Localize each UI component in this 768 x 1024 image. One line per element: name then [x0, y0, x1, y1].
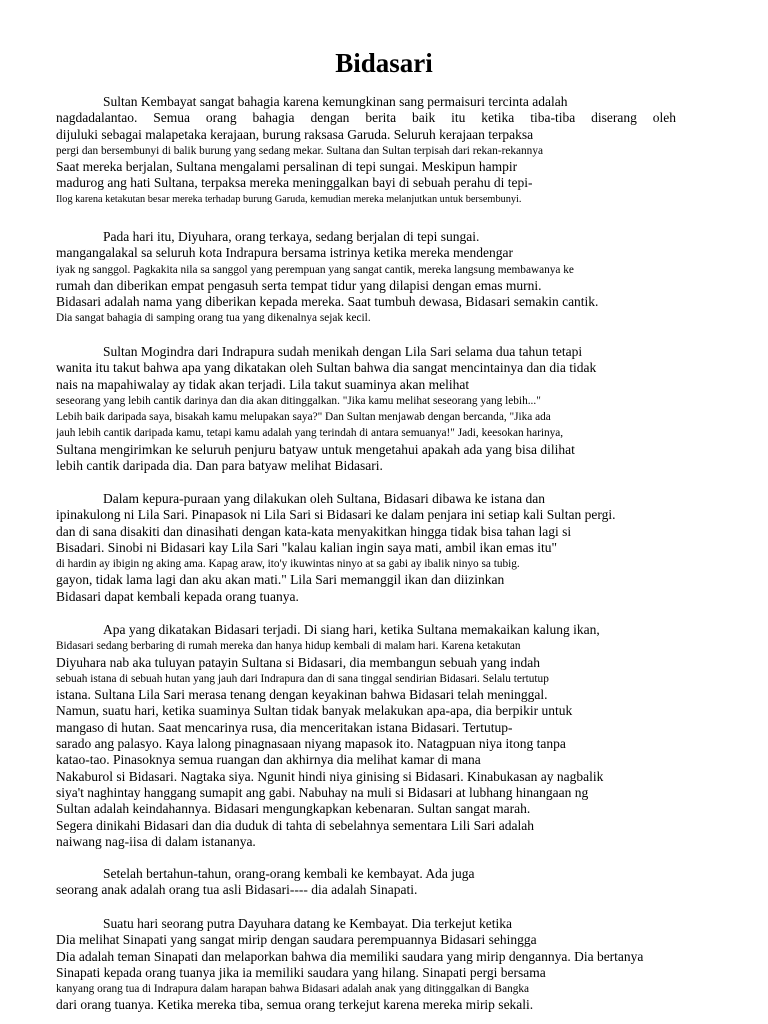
- text-line: lebih cantik daripada dia. Dan para batyaw melihat Bidasari.: [56, 458, 383, 474]
- text-line: Sultan adalah keindahannya. Bidasari mengungkapkan kebenaran. Sultan sangat marah.: [56, 801, 531, 817]
- text-line: Dia adalah teman Sinapati dan melaporkan bahwa dia memiliki saudara yang mirip dengannya. Dia bertanya: [56, 948, 644, 964]
- text-line: mangangalakal sa seluruh kota Indrapura bersama istrinya ketika mereka mendengar: [56, 245, 513, 261]
- text-line: Namun, suatu hari, ketika suaminya Sultan tidak banyak melakukan apa-apa, dia berpikir untuk: [56, 703, 573, 719]
- text-line: Sultan Mogindra dari Indrapura sudah menikah dengan Lila Sari selama dua tahun tetapi: [103, 344, 583, 359]
- paragraph-7: [56, 916, 676, 1014]
- text-line: sebuah istana di sebuah hutan yang jauh dari Indrapura dan di sana tinggal sendirian Bidasari. Selalu tertutup: [56, 672, 549, 685]
- text-line: Diyuhara nab aka tuluyan patayin Sultana si Bidasari, dia membangun sebuah yang indah: [56, 654, 540, 670]
- text-line: Bidasari adalah nama yang diberikan kepada mereka. Saat tumbuh dewasa, Bidasari semakin cantik.: [56, 294, 599, 310]
- text-line: dijuluki sebagai malapetaka kerajaan, burung raksasa Garuda. Seluruh kerajaan terpaksa: [56, 126, 534, 142]
- text-line: naiwang nag-iisa di dalam istananya.: [56, 833, 256, 849]
- paragraph-4: [56, 491, 676, 605]
- text-line: Dia melihat Sinapati yang sangat mirip dengan saudara perempuannya Bidasari sehingga: [56, 932, 537, 948]
- text-line: Sultan Kembayat sangat bahagia karena kemungkinan sang permaisuri tercinta adalah: [103, 94, 568, 109]
- text-line: dan di sana disakiti dan dinasihati dengan kata-kata menyakitkan hingga tidak bisa tahan lagi si: [56, 523, 572, 539]
- text-line: sarado ang palasyo. Kaya lalong pinagnasaan niyang mapasok ito. Natagpuan niya itong tanpa: [56, 736, 566, 752]
- paragraph-2: [56, 229, 676, 327]
- text-line: rumah dan diberikan empat pengasuh serta tempat tidur yang dilapisi dengan emas murni.: [56, 277, 542, 293]
- text-line: nagdadalantao. Semua orang bahagia dengan berita baik itu ketika tiba-tiba diserang oleh: [56, 110, 676, 126]
- text-line: Suatu hari seorang putra Dayuhara datang ke Kembayat. Dia terkejut ketika: [103, 916, 512, 931]
- text-line: seseorang yang lebih cantik darinya dan dia akan ditinggalkan. "Jika kamu melihat seseorang yang lebih...": [56, 394, 541, 407]
- text-line: Saat mereka berjalan, Sultana mengalami persalinan di tepi sungai. Meskipun hampir: [56, 159, 518, 175]
- text-line: Dia sangat bahagia di samping orang tua yang dikenalnya sejak kecil.: [56, 312, 371, 325]
- paragraph-1: [56, 94, 676, 208]
- document-title: Bidasari: [335, 48, 433, 78]
- text-line: dari orang tuanya. Ketika mereka tiba, semua orang terkejut karena mereka mirip sekali.: [56, 997, 534, 1013]
- text-line: ipinakulong ni Lila Sari. Pinapasok ni Lila Sari si Bidasari ke dalam penjara ini setiap kali Sultan pergi.: [56, 507, 616, 523]
- text-line: gayon, tidak lama lagi dan aku akan mati." Lila Sari memanggil ikan dan diizinkan: [56, 572, 505, 588]
- text-line: iyak ng sanggol. Pagkakita nila sa sanggol yang perempuan yang sangat cantik, mereka langsung membawanya ke: [56, 263, 574, 276]
- text-line: Ilog karena ketakutan besar mereka terhadap burung Garuda, kemudian mereka melanjutkan untuk bersembunyi.: [56, 193, 522, 205]
- text-line: Bisadari. Sinobi ni Bidasari kay Lila Sari "kalau kalian ingin saya mati, ambil ikan emas itu": [56, 539, 558, 555]
- text-line: jauh lebih cantik daripada kamu, tetapi kamu adalah yang terindah di antara semuanya!" Jadi, keesokan harinya,: [56, 427, 564, 440]
- text-line: di hardin ay ibigin ng aking ama. Kapag araw, ito'y ikuwintas ninyo at sa gabi ay ibalik ninyo sa tubig.: [56, 558, 520, 571]
- text-line: mangaso di hutan. Saat mencarinya rusa, dia menceritakan istana Bidasari. Tertutup-: [56, 719, 513, 735]
- text-line: Nakaburol si Bidasari. Nagtaka siya. Ngunit hindi niya ginising si Bidasari. Kinabukasan ay nagbalik: [56, 768, 604, 784]
- paragraph-3: [56, 344, 676, 474]
- text-line: Segera dinikahi Bidasari dan dia duduk di tahta di sebelahnya sementara Lili Sari adalah: [56, 817, 534, 833]
- paragraph-6: [56, 866, 676, 899]
- text-line: Bidasari sedang berbaring di rumah mereka dan hanya hidup kembali di malam hari. Karena ketakutan: [56, 640, 521, 653]
- text-line: Lebih baik daripada saya, bisakah kamu melupakan saya?" Dan Sultan menjawab dengan bercanda, "Jika ada: [56, 411, 551, 424]
- text-line: Bidasari dapat kembali kepada orang tuanya.: [56, 588, 299, 604]
- text-line: Dalam kepura-puraan yang dilakukan oleh Sultana, Bidasari dibawa ke istana dan: [103, 491, 545, 506]
- text-line: kanyang orang tua di Indrapura dalam harapan bahwa Bidasari adalah anak yang ditinggalkan di Bangka: [56, 983, 530, 996]
- paragraph-5: [56, 622, 676, 850]
- text-line: pergi dan bersembunyi di balik burung yang sedang mekar. Sultana dan Sultan terpisah dari rekan-rekannya: [56, 144, 543, 157]
- text-line: Pada hari itu, Diyuhara, orang terkaya, sedang berjalan di tepi sungai.: [103, 229, 480, 244]
- text-line: siya't naghintay hanggang sumapit ang gabi. Nabuhay na muli si Bidasari at lubhang hinangaan ng: [56, 784, 589, 800]
- text-line: wanita itu takut bahwa apa yang dikatakan oleh Sultan bahwa dia sangat mencintainya dan dia tidak: [56, 360, 597, 376]
- text-line: istana. Sultana Lila Sari merasa tenang dengan keyakinan bahwa Bidasari telah meninggal.: [56, 687, 548, 703]
- text-line: katao-tao. Pinasoknya semua ruangan dan akhirnya dia melihat kamar di mana: [56, 752, 481, 768]
- text-line: Setelah bertahun-tahun, orang-orang kembali ke kembayat. Ada juga: [103, 866, 475, 881]
- text-line: Sinapati kepada orang tuanya jika ia memiliki saudara yang hilang. Sinapati pergi bersama: [56, 964, 546, 980]
- text-line: Apa yang dikatakan Bidasari terjadi. Di siang hari, ketika Sultana memakaikan kalung ikan,: [103, 622, 600, 637]
- text-line: Sultana mengirimkan ke seluruh penjuru batyaw untuk mengetahui apakah ada yang bisa dilihat: [56, 441, 575, 457]
- text-line: seorang anak adalah orang tua asli Bidasari---- dia adalah Sinapati.: [56, 882, 418, 898]
- text-line: madurog ang hati Sultana, terpaksa mereka meninggalkan bayi di sebuah perahu di tepi-: [56, 175, 533, 191]
- text-line: nais na mapahiwalay ay tidak akan terjadi. Lila takut suaminya akan melihat: [56, 376, 470, 392]
